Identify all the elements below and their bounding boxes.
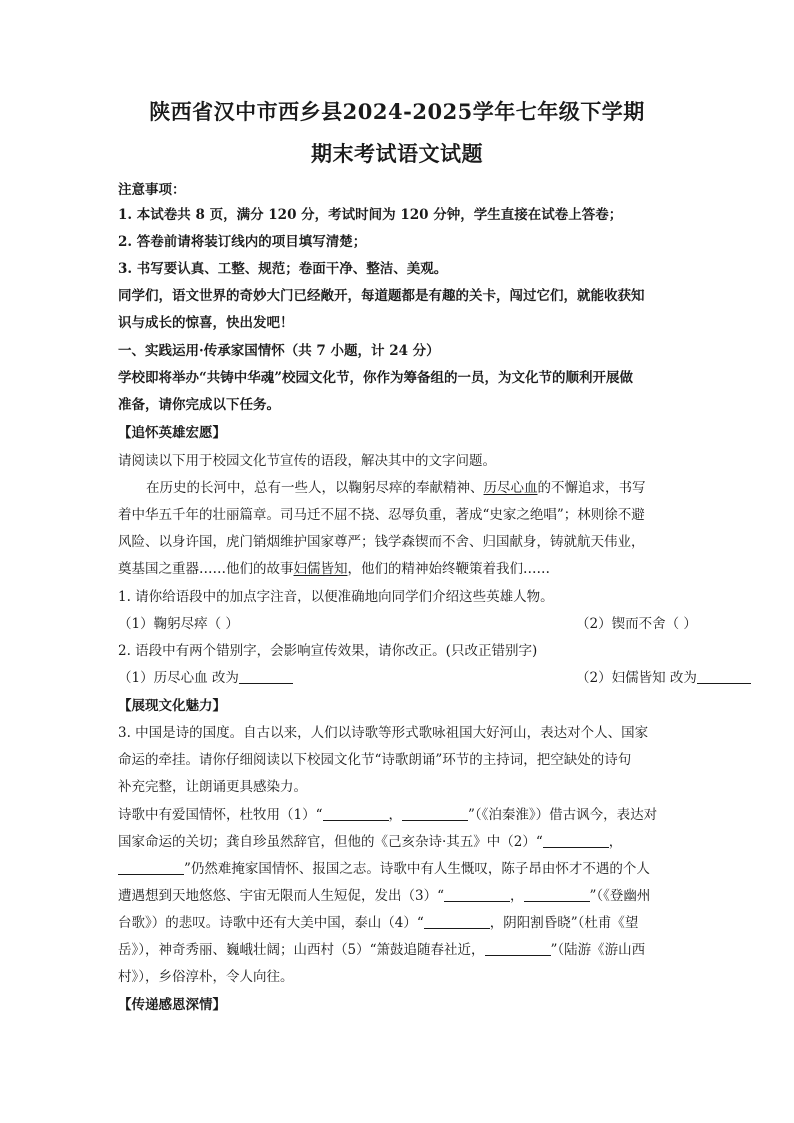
passage-error-word-1: 历尽心血: [483, 480, 538, 496]
section1-intro-line-2: 准备，请你完成以下任务。: [118, 397, 280, 413]
script-text: ，阴阳割昏晓”（杜甫《望: [489, 915, 639, 931]
section1-heading: 一、实践运用·传承家国情怀（共 7 小题，计 24 分）: [118, 343, 440, 359]
passage-line-2: 着中华五千年的壮丽篇章。司马迁不屈不挠、忍辱负重，著成“史家之绝唱”；林则徐不避: [118, 507, 645, 523]
script-text: ”（《泊秦淮》）借古讽今，表达对: [468, 807, 658, 823]
answer-blank[interactable]: [323, 806, 389, 821]
question-1-item-2[interactable]: （2）锲而不舍（ ）: [576, 616, 697, 632]
part2-heading: 【展现文化魅力】: [118, 698, 226, 714]
answer-blank[interactable]: [118, 860, 184, 875]
answer-blank[interactable]: [485, 941, 551, 956]
intro-line-1: 同学们，语文世界的奇妙大门已经敞开，每道题都是有趣的关卡，闯过它们，就能收获知: [118, 288, 645, 304]
script-text: 台歌》）的悲叹。诗歌中还有大美中国，泰山（4）“: [118, 915, 424, 931]
script-text: 诗歌中有爱国情怀，杜牧用（1）“: [118, 807, 323, 823]
question-1-item-1[interactable]: （1）鞠躬尽瘁（ ）: [118, 616, 239, 632]
script-text: ”（《登幽州: [589, 888, 651, 904]
exam-title-line2: 期末考试语文试题: [311, 141, 483, 166]
answer-blank[interactable]: [524, 887, 590, 902]
question-3-line-1: 3. 中国是诗的国度。自古以来，人们以诗歌等形式歌咏祖国大好河山，表达对个人、国家: [118, 725, 649, 741]
script-text: ”（陆游《游山西: [550, 942, 646, 958]
script-line-4: [118, 886, 678, 906]
answer-blank[interactable]: [697, 669, 751, 684]
part1-heading: 【追怀英雄宏愿】: [118, 425, 226, 441]
script-line-7: 村》），乡俗淳朴，令人向往。: [118, 969, 294, 985]
script-text: ，: [510, 888, 524, 904]
script-text: 国家命运的关切；龚自珍虽然辞官，但他的《己亥杂诗·其五》中（2）“: [118, 834, 543, 850]
part1-instruction: 请阅读以下用于校园文化节宣传的语段，解决其中的文字问题。: [118, 453, 496, 469]
question-3-line-2: 命运的牵挂。请你仔细阅读以下校园文化节“诗歌朗诵”环节的主持词，把空缺处的诗句: [118, 752, 632, 768]
question-2-item-1: （1）历尽心血 改为: [118, 670, 239, 686]
answer-blank[interactable]: [402, 806, 468, 821]
script-text: 岳》），神奇秀丽、巍峨壮阔；山西村（5）“箫鼓追随春社近，: [118, 942, 485, 958]
script-text: ，: [608, 834, 623, 850]
script-line-2: [118, 832, 678, 852]
passage-text: 奠基国之重器……他们的故事: [118, 561, 294, 577]
question-2-row: [118, 668, 697, 688]
section1-intro-line-1: 学校即将举办“共铸中华魂”校园文化节，你作为筹备组的一员，为文化节的顺利开展做: [118, 370, 634, 386]
question-3-line-3: 补充完整，让朗诵更具感染力。: [118, 779, 307, 795]
script-text: ”仍然难掩家国情怀、报国之志。诗歌中有人生慨叹，陈子昂由怀才不遇的个人: [184, 861, 650, 877]
passage-line-3: 风险、以身许国，虎门销烟维护国家尊严；钱学森锲而不舍、归国献身，铸就航天伟业，: [118, 534, 645, 550]
notice-item-2: 2. 答卷前请将装订线内的项目填写清楚；: [118, 234, 367, 250]
script-line-1: [118, 805, 678, 825]
answer-blank[interactable]: [424, 914, 490, 929]
answer-blank[interactable]: [239, 669, 293, 684]
passage-error-word-2: 妇儒皆知: [293, 561, 348, 577]
script-line-3: [118, 859, 678, 879]
script-line-5: [118, 913, 678, 933]
question-2-item-2: （2）妇儒皆知 改为: [576, 670, 697, 686]
intro-line-2: 识与成长的惊喜，快出发吧！: [118, 315, 294, 331]
notice-heading: 注意事项：: [118, 182, 186, 198]
passage-text: 在历史的长河中，总有一些人，以鞠躬尽瘁的奉献精神、: [146, 480, 484, 496]
passage-line-4: [118, 559, 678, 579]
question-2: 2. 语段中有两个错别字，会影响宣传效果，请你改正。(只改正错别字): [118, 643, 538, 659]
script-text: ，: [388, 807, 402, 823]
script-text: 遭遇想到天地悠悠、宇宙无限而人生短促，发出（3）“: [118, 888, 444, 904]
question-1: 1. 请你给语段中的加点字注音，以便准确地向同学们介绍这些英雄人物。: [118, 589, 554, 605]
passage-text: ，他们的精神始终鞭策着我们……: [347, 561, 550, 577]
part3-heading: 【传递感恩深情】: [118, 997, 226, 1013]
passage-text: 的不懈追求，书写: [537, 480, 646, 496]
question-1-row: [118, 614, 697, 634]
script-line-6: [118, 940, 678, 960]
notice-item-3: 3. 书写要认真、工整、规范；卷面干净、整洁、美观。: [118, 261, 448, 277]
passage-line-1: [146, 478, 706, 498]
exam-title-line1: 陕西省汉中市西乡县2024-2025学年七年级下学期: [149, 99, 645, 124]
answer-blank[interactable]: [543, 833, 609, 848]
answer-blank[interactable]: [444, 887, 510, 902]
notice-item-1: 1. 本试卷共 8 页，满分 120 分，考试时间为 120 分钟，学生直接在试卷上答卷；: [118, 207, 623, 223]
